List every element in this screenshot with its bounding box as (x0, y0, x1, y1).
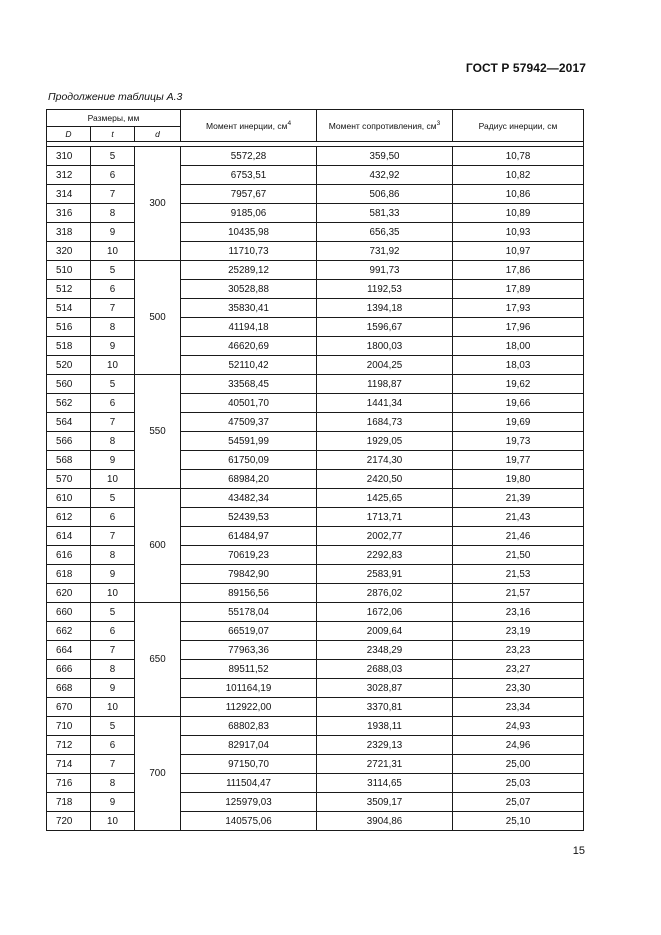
cell-D: 712 (47, 736, 91, 755)
col-d-header: d (135, 127, 181, 142)
table-row (47, 451, 584, 470)
cell-section-modulus: 2420,50 (317, 470, 453, 489)
cell-section-modulus: 3370,81 (317, 698, 453, 717)
table-row (47, 375, 584, 394)
cell-D: 316 (47, 204, 91, 223)
cell-d-group: 550 (135, 375, 181, 489)
cell-radius-inertia: 19,69 (453, 413, 584, 432)
standard-designation: ГОСТ Р 57942—2017 (465, 61, 586, 75)
cell-D: 516 (47, 318, 91, 337)
cell-t: 6 (91, 736, 135, 755)
cell-moment-inertia: 140575,06 (181, 812, 317, 831)
cell-section-modulus: 2329,13 (317, 736, 453, 755)
cell-D: 570 (47, 470, 91, 489)
cell-section-modulus: 656,35 (317, 223, 453, 242)
cell-D: 320 (47, 242, 91, 261)
table-row (47, 223, 584, 242)
cell-t: 10 (91, 356, 135, 375)
cell-section-modulus: 2004,25 (317, 356, 453, 375)
cell-moment-inertia: 61750,09 (181, 451, 317, 470)
table-body (47, 147, 584, 831)
cell-section-modulus: 2688,03 (317, 660, 453, 679)
cell-radius-inertia: 10,93 (453, 223, 584, 242)
cell-moment-inertia: 101164,19 (181, 679, 317, 698)
cell-moment-inertia: 35830,41 (181, 299, 317, 318)
table-row (47, 698, 584, 717)
cell-radius-inertia: 19,62 (453, 375, 584, 394)
cell-d-group: 300 (135, 147, 181, 261)
cell-D: 666 (47, 660, 91, 679)
col-t-header: t (91, 127, 135, 142)
cell-moment-inertia: 82917,04 (181, 736, 317, 755)
table-row (47, 432, 584, 451)
table-row (47, 261, 584, 280)
cell-radius-inertia: 24,96 (453, 736, 584, 755)
cell-D: 312 (47, 166, 91, 185)
cell-D: 564 (47, 413, 91, 432)
cell-d-group: 600 (135, 489, 181, 603)
cell-radius-inertia: 17,96 (453, 318, 584, 337)
cell-t: 6 (91, 280, 135, 299)
cell-moment-inertia: 25289,12 (181, 261, 317, 280)
cell-radius-inertia: 21,50 (453, 546, 584, 565)
cell-moment-inertia: 97150,70 (181, 755, 317, 774)
cell-section-modulus: 1192,53 (317, 280, 453, 299)
cell-section-modulus: 2348,29 (317, 641, 453, 660)
cell-moment-inertia: 66519,07 (181, 622, 317, 641)
cell-moment-inertia: 6753,51 (181, 166, 317, 185)
section-modulus-header: Момент сопротивления, $см^3$ (317, 110, 453, 142)
cell-t: 6 (91, 394, 135, 413)
cell-D: 670 (47, 698, 91, 717)
cell-section-modulus: 3904,86 (317, 812, 453, 831)
cell-D: 618 (47, 565, 91, 584)
cell-moment-inertia: 5572,28 (181, 147, 317, 166)
cell-t: 8 (91, 318, 135, 337)
cell-moment-inertia: 9185,06 (181, 204, 317, 223)
table-row (47, 812, 584, 831)
cell-D: 520 (47, 356, 91, 375)
cell-moment-inertia: 11710,73 (181, 242, 317, 261)
cell-d-group: 650 (135, 603, 181, 717)
cell-t: 8 (91, 204, 135, 223)
cell-D: 716 (47, 774, 91, 793)
cell-moment-inertia: 33568,45 (181, 375, 317, 394)
cell-t: 8 (91, 774, 135, 793)
cell-t: 7 (91, 185, 135, 204)
cell-moment-inertia: 52439,53 (181, 508, 317, 527)
cell-t: 6 (91, 166, 135, 185)
cell-radius-inertia: 19,73 (453, 432, 584, 451)
cell-section-modulus: 359,50 (317, 147, 453, 166)
cell-section-modulus: 2174,30 (317, 451, 453, 470)
cell-moment-inertia: 54591,99 (181, 432, 317, 451)
cell-section-modulus: 1198,87 (317, 375, 453, 394)
cell-d-group: 700 (135, 717, 181, 831)
table-row (47, 527, 584, 546)
cell-moment-inertia: 46620,69 (181, 337, 317, 356)
cell-D: 616 (47, 546, 91, 565)
cell-radius-inertia: 10,86 (453, 185, 584, 204)
cell-t: 7 (91, 641, 135, 660)
cell-D: 664 (47, 641, 91, 660)
cell-section-modulus: 2583,91 (317, 565, 453, 584)
cell-radius-inertia: 25,07 (453, 793, 584, 812)
cell-section-modulus: 3028,87 (317, 679, 453, 698)
cell-t: 7 (91, 413, 135, 432)
cell-section-modulus: 1938,11 (317, 717, 453, 736)
cell-radius-inertia: 23,27 (453, 660, 584, 679)
cell-moment-inertia: 55178,04 (181, 603, 317, 622)
cell-moment-inertia: 40501,70 (181, 394, 317, 413)
cell-d-group: 500 (135, 261, 181, 375)
cell-D: 710 (47, 717, 91, 736)
cell-radius-inertia: 17,89 (453, 280, 584, 299)
cell-radius-inertia: 19,80 (453, 470, 584, 489)
cell-D: 612 (47, 508, 91, 527)
cell-t: 7 (91, 755, 135, 774)
cell-radius-inertia: 21,39 (453, 489, 584, 508)
cell-radius-inertia: 17,93 (453, 299, 584, 318)
cell-D: 512 (47, 280, 91, 299)
table-row (47, 204, 584, 223)
cell-section-modulus: 1713,71 (317, 508, 453, 527)
cell-moment-inertia: 125979,03 (181, 793, 317, 812)
table-row (47, 337, 584, 356)
cell-t: 7 (91, 527, 135, 546)
cell-radius-inertia: 21,43 (453, 508, 584, 527)
cell-D: 662 (47, 622, 91, 641)
table-row (47, 470, 584, 489)
cell-D: 614 (47, 527, 91, 546)
cell-D: 310 (47, 147, 91, 166)
cell-radius-inertia: 18,00 (453, 337, 584, 356)
cell-radius-inertia: 19,77 (453, 451, 584, 470)
cell-D: 620 (47, 584, 91, 603)
cell-radius-inertia: 25,00 (453, 755, 584, 774)
cell-D: 518 (47, 337, 91, 356)
cell-section-modulus: 1425,65 (317, 489, 453, 508)
moment-inertia-header: Момент инерции, $см^4$ (181, 110, 317, 142)
cell-section-modulus: 2876,02 (317, 584, 453, 603)
table-row (47, 774, 584, 793)
table-row (47, 660, 584, 679)
cell-radius-inertia: 10,97 (453, 242, 584, 261)
cell-D: 314 (47, 185, 91, 204)
cell-moment-inertia: 41194,18 (181, 318, 317, 337)
cell-radius-inertia: 25,03 (453, 774, 584, 793)
table-row (47, 185, 584, 204)
cell-moment-inertia: 89511,52 (181, 660, 317, 679)
cell-t: 6 (91, 622, 135, 641)
cell-D: 718 (47, 793, 91, 812)
cell-section-modulus: 2009,64 (317, 622, 453, 641)
table-row (47, 147, 584, 166)
cell-D: 566 (47, 432, 91, 451)
cell-radius-inertia: 21,46 (453, 527, 584, 546)
table-row (47, 584, 584, 603)
table-row (47, 356, 584, 375)
cell-section-modulus: 2292,83 (317, 546, 453, 565)
cell-D: 318 (47, 223, 91, 242)
cell-section-modulus: 432,92 (317, 166, 453, 185)
cell-t: 10 (91, 698, 135, 717)
table-row (47, 280, 584, 299)
cell-section-modulus: 1800,03 (317, 337, 453, 356)
cell-section-modulus: 1684,73 (317, 413, 453, 432)
col-D-header: D (47, 127, 91, 142)
cell-radius-inertia: 21,53 (453, 565, 584, 584)
table-caption: Продолжение таблицы А.3 (48, 91, 183, 103)
cell-t: 8 (91, 432, 135, 451)
cell-D: 660 (47, 603, 91, 622)
cell-D: 560 (47, 375, 91, 394)
cell-radius-inertia: 23,34 (453, 698, 584, 717)
cell-radius-inertia: 10,82 (453, 166, 584, 185)
cell-radius-inertia: 10,78 (453, 147, 584, 166)
cell-t: 9 (91, 223, 135, 242)
cell-section-modulus: 1596,67 (317, 318, 453, 337)
dimensions-group-header: Размеры, мм (47, 110, 181, 127)
cell-t: 5 (91, 147, 135, 166)
cell-D: 610 (47, 489, 91, 508)
cell-t: 10 (91, 812, 135, 831)
cell-section-modulus: 2002,77 (317, 527, 453, 546)
table-row (47, 242, 584, 261)
cell-section-modulus: 2721,31 (317, 755, 453, 774)
cell-radius-inertia: 23,23 (453, 641, 584, 660)
cell-moment-inertia: 111504,47 (181, 774, 317, 793)
cell-radius-inertia: 23,19 (453, 622, 584, 641)
cell-D: 562 (47, 394, 91, 413)
table-row (47, 717, 584, 736)
cell-moment-inertia: 89156,56 (181, 584, 317, 603)
cell-section-modulus: 3114,65 (317, 774, 453, 793)
table-row (47, 166, 584, 185)
radius-inertia-header: Радиус инерции, см (453, 110, 584, 142)
table-row (47, 299, 584, 318)
table-row (47, 394, 584, 413)
cell-moment-inertia: 79842,90 (181, 565, 317, 584)
cell-D: 668 (47, 679, 91, 698)
table-row (47, 508, 584, 527)
cell-D: 720 (47, 812, 91, 831)
cell-moment-inertia: 68984,20 (181, 470, 317, 489)
cell-t: 5 (91, 375, 135, 394)
cell-moment-inertia: 68802,83 (181, 717, 317, 736)
cell-radius-inertia: 17,86 (453, 261, 584, 280)
cell-t: 8 (91, 660, 135, 679)
table-row (47, 603, 584, 622)
cell-radius-inertia: 21,57 (453, 584, 584, 603)
cell-t: 5 (91, 489, 135, 508)
cell-D: 514 (47, 299, 91, 318)
cell-t: 9 (91, 565, 135, 584)
cell-radius-inertia: 24,93 (453, 717, 584, 736)
table-row (47, 736, 584, 755)
cell-moment-inertia: 77963,36 (181, 641, 317, 660)
table-header (47, 110, 584, 147)
table-row (47, 679, 584, 698)
cell-D: 568 (47, 451, 91, 470)
cell-moment-inertia: 30528,88 (181, 280, 317, 299)
table-row (47, 489, 584, 508)
cell-moment-inertia: 10435,98 (181, 223, 317, 242)
cell-section-modulus: 506,86 (317, 185, 453, 204)
cell-radius-inertia: 25,10 (453, 812, 584, 831)
cell-t: 5 (91, 603, 135, 622)
cell-D: 714 (47, 755, 91, 774)
cell-t: 5 (91, 261, 135, 280)
table-row (47, 318, 584, 337)
cell-t: 9 (91, 337, 135, 356)
cell-section-modulus: 1929,05 (317, 432, 453, 451)
cell-moment-inertia: 112922,00 (181, 698, 317, 717)
cell-t: 6 (91, 508, 135, 527)
table-row (47, 793, 584, 812)
cell-D: 510 (47, 261, 91, 280)
cell-moment-inertia: 61484,97 (181, 527, 317, 546)
cell-section-modulus: 991,73 (317, 261, 453, 280)
cell-t: 9 (91, 451, 135, 470)
cell-moment-inertia: 52110,42 (181, 356, 317, 375)
cell-section-modulus: 581,33 (317, 204, 453, 223)
cell-moment-inertia: 7957,67 (181, 185, 317, 204)
table-row (47, 622, 584, 641)
cell-radius-inertia: 23,16 (453, 603, 584, 622)
cell-t: 8 (91, 546, 135, 565)
table-row (47, 755, 584, 774)
cell-radius-inertia: 18,03 (453, 356, 584, 375)
cell-radius-inertia: 10,89 (453, 204, 584, 223)
section-properties-table (46, 109, 584, 831)
cell-t: 7 (91, 299, 135, 318)
cell-t: 5 (91, 717, 135, 736)
cell-section-modulus: 731,92 (317, 242, 453, 261)
table-row (47, 413, 584, 432)
cell-radius-inertia: 19,66 (453, 394, 584, 413)
cell-section-modulus: 1672,06 (317, 603, 453, 622)
table-row (47, 565, 584, 584)
page-number: 15 (572, 845, 585, 857)
table-row (47, 641, 584, 660)
cell-moment-inertia: 47509,37 (181, 413, 317, 432)
cell-t: 10 (91, 470, 135, 489)
table-row (47, 546, 584, 565)
cell-moment-inertia: 43482,34 (181, 489, 317, 508)
cell-moment-inertia: 70619,23 (181, 546, 317, 565)
cell-section-modulus: 1394,18 (317, 299, 453, 318)
cell-t: 10 (91, 242, 135, 261)
cell-section-modulus: 3509,17 (317, 793, 453, 812)
cell-t: 9 (91, 679, 135, 698)
cell-radius-inertia: 23,30 (453, 679, 584, 698)
cell-t: 10 (91, 584, 135, 603)
cell-t: 9 (91, 793, 135, 812)
cell-section-modulus: 1441,34 (317, 394, 453, 413)
